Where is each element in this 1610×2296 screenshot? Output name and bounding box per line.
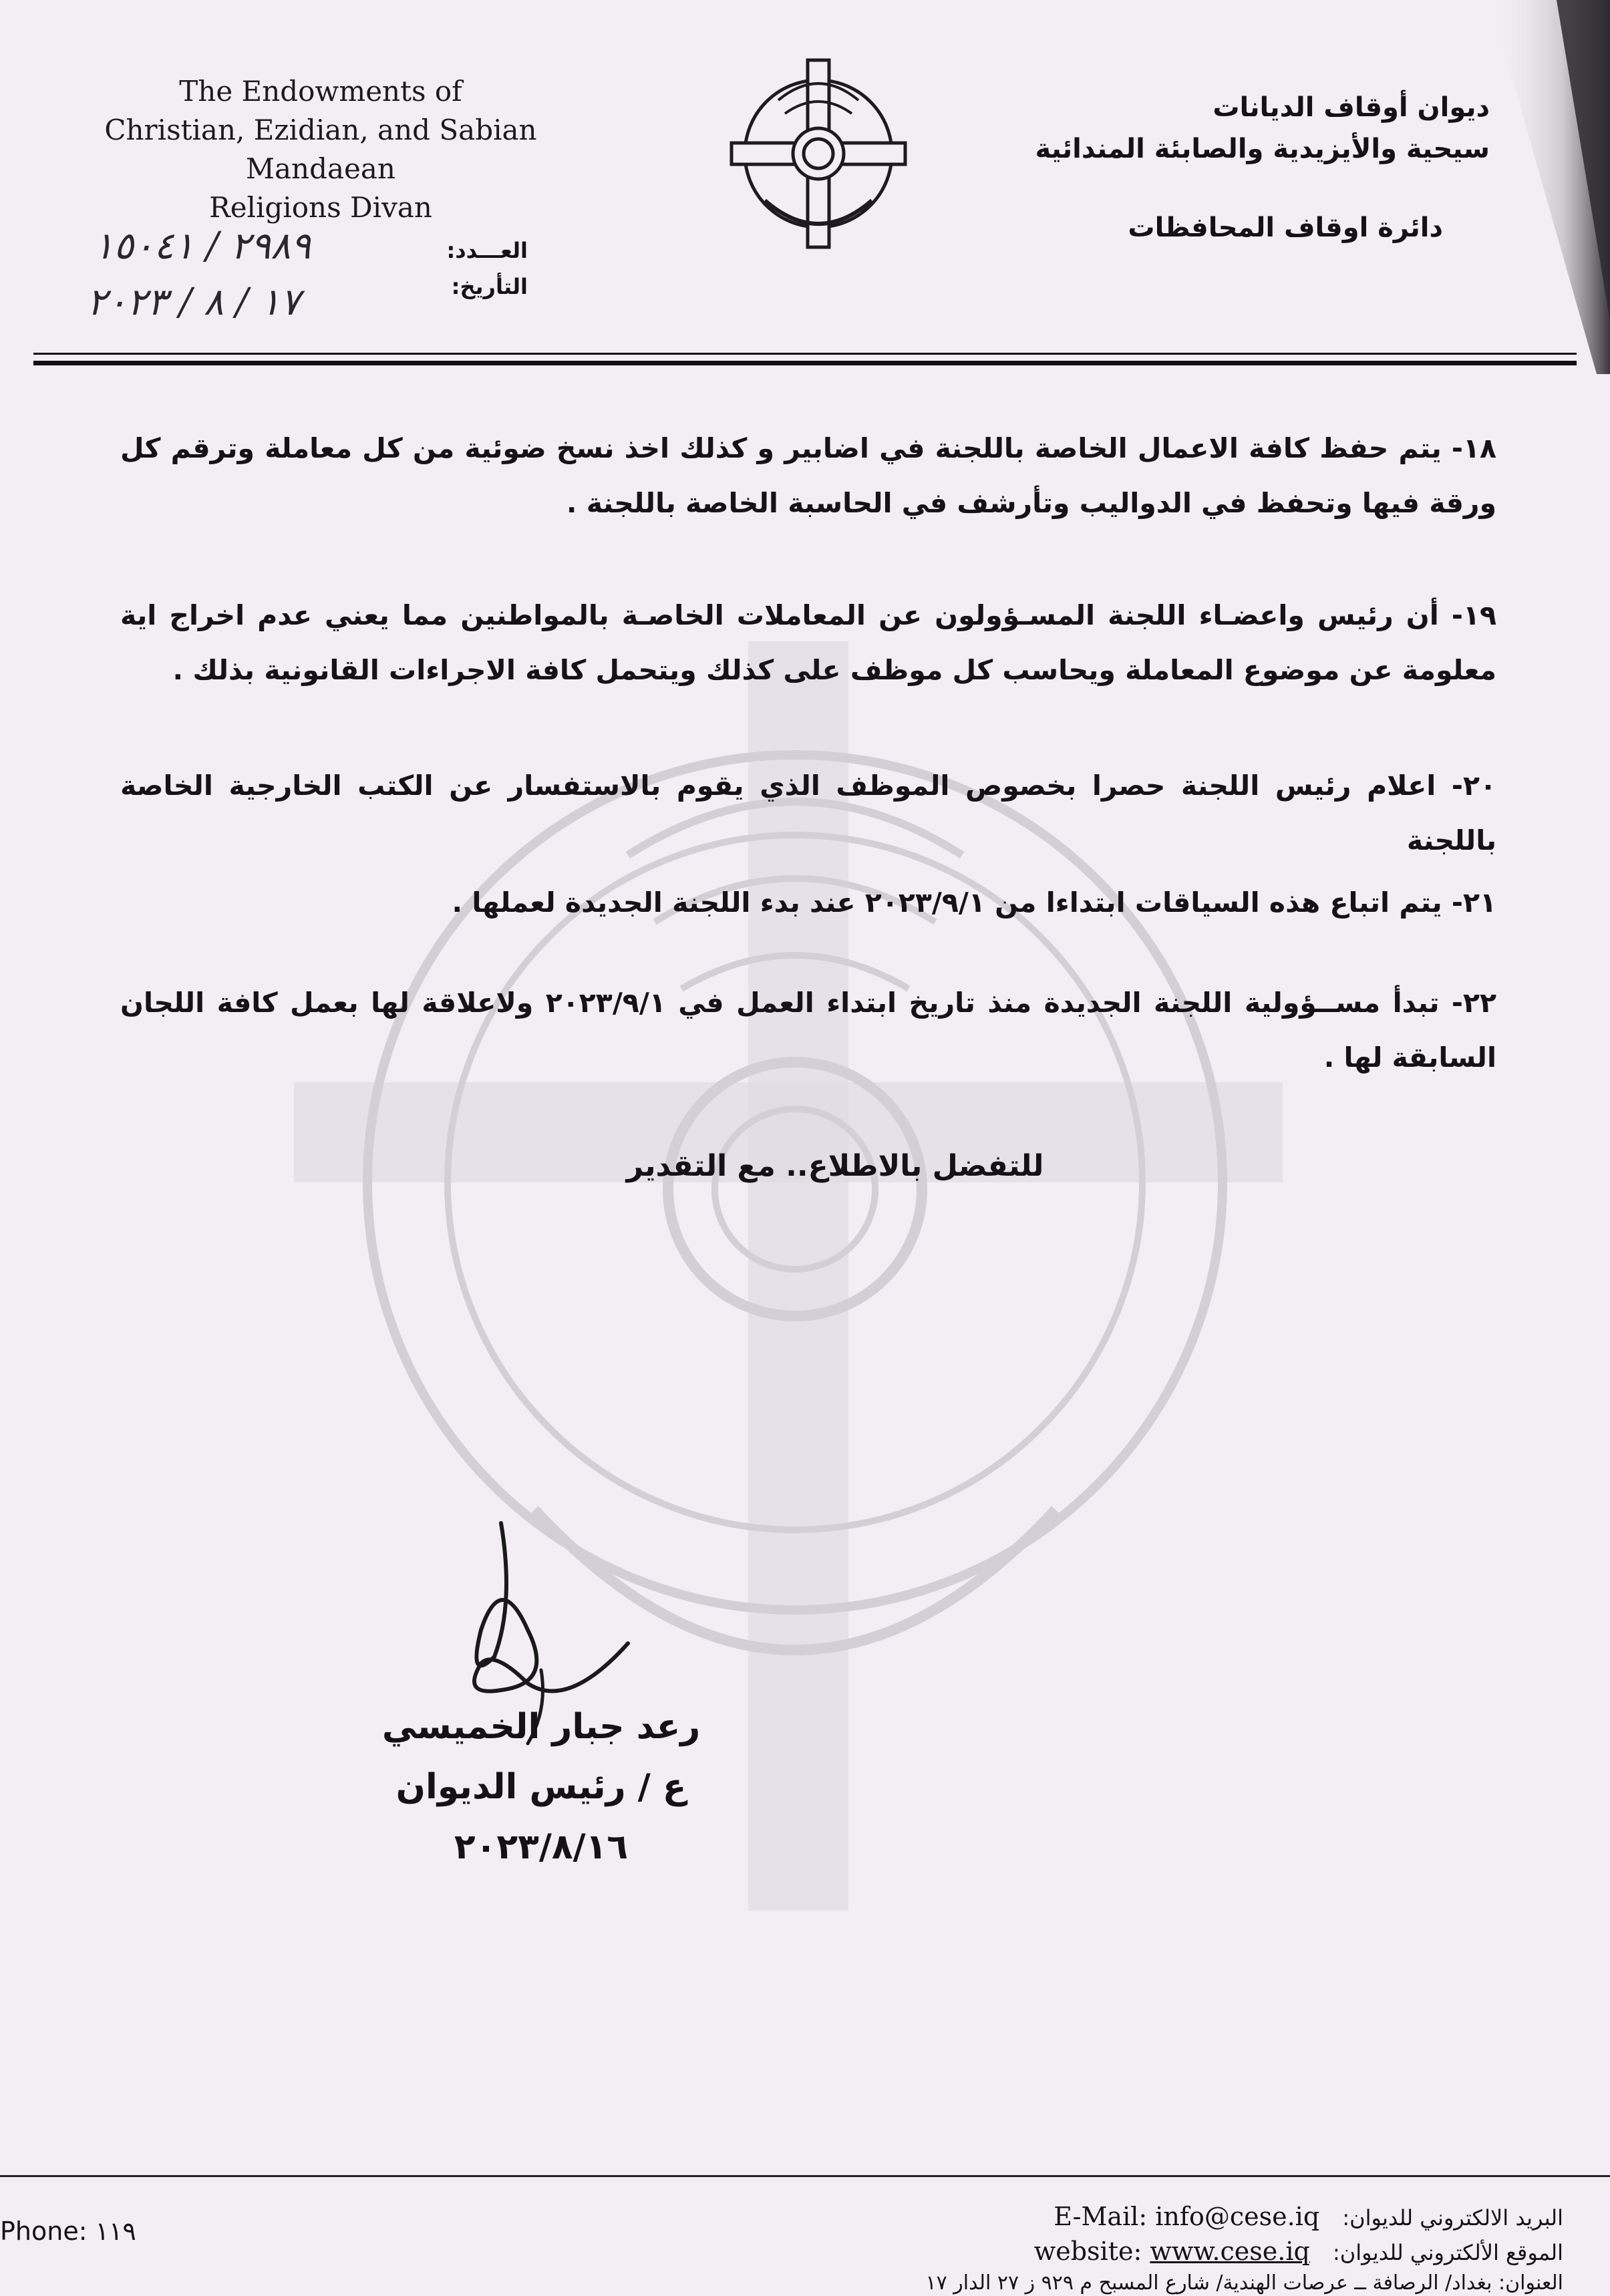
numbered-item: ٢٢- تبدأ مســؤولية اللجنة الجديدة منذ تاريخ ابتداء العمل في ٢٠٢٣/٩/١ ولاعلاقة لها بعمل كافة اللجان السابقة لها . [120,987,1497,1074]
reference-block [87,224,528,354]
numbered-item: ١٩- أن رئيس واعضـاء اللجنة المسـؤولون عن المعاملات الخاصـة بالمواطنين مما يعني عدم اخراج اية معلومة عن موضوع المعاملة ويحاسب كل موظف على كذلك ويتحمل كافة الاجراءات القانونية بذلك . [120,599,1496,686]
closing-remark: للتفضل بالاطلاع.. مع التقدير [626,1149,1044,1183]
body-item-20 [120,758,1496,868]
english-letterhead-line: The Endowments of [179,75,462,108]
arabic-letterhead [982,87,1490,249]
numbered-item: ٢١- يتم اتباع هذه السياقات ابتداءا من ٢٠٢٣/٩/١ عند بدء اللجنة الجديدة لعملها . [452,886,1496,919]
reference-date-handwritten: ١٧ / ٨ / ٢٠٢٣ [87,281,301,324]
footer-address: العنوان: بغداد/ الرصافة ــ عرصات الهندية/ شارع المسبح م ٩٢٩ ز ٢٧ الدار ١٧ [925,2271,1563,2295]
website-value-wrap [1034,2237,1310,2266]
body-item-19 [120,588,1496,697]
date-label: التأريخ: [451,274,528,299]
department-name: دائرة اوقاف المحافظات [1128,212,1443,243]
signature-date: ٢٠٢٣/٨/١٦ [454,1827,629,1867]
numbered-item: ١٨- يتم حفظ كافة الاعمال الخاصة باللجنة في اضابير و كذلك اخذ نسخ ضوئية من كل معاملة وترقم كل ورقة فيها وتحفظ في الدواليب وتأرشف في الحاسبة الخاصة باللجنة . [120,432,1496,519]
scan-shadow [1410,0,1610,2296]
signatory-block [347,1697,735,1877]
reference-number-handwritten: ٢٩٨٩ / ١٥٠٤١ [94,224,311,268]
body-item-21 [120,875,1496,930]
website-label: الموقع الألكتروني للديوان: [1333,2240,1563,2265]
email-label: البريد الالكتروني للديوان: [1342,2205,1563,2231]
number-label: العـــدد: [446,238,528,263]
numbered-item: ٢٠- اعلام رئيس اللجنة حصرا بخصوص الموظف الذي يقوم بالاستفسار عن الكتب الخارجية الخاصة باللجنة [120,770,1496,856]
divan-logo-icon [725,53,912,254]
english-letterhead-line: Christian, Ezidian, and Sabian Mandaean [104,114,537,185]
english-letterhead [33,72,608,227]
phone-number: Phone: ١١٩ [0,2217,136,2246]
english-letterhead-line: Religions Divan [209,191,432,224]
header-rule-thick [33,361,1577,365]
header-rule [33,353,1577,355]
email-value[interactable]: E-Mail: info@cese.iq [1054,2202,1320,2231]
website-prefix: website: [1033,2237,1142,2266]
signatory-name: رعد جبار الخميسي [381,1707,701,1747]
website-link[interactable]: www.cese.iq [1150,2237,1310,2266]
footer-rule [0,2175,1610,2177]
body-item-22 [120,975,1496,1085]
footer-email-row [1037,2202,1563,2231]
arabic-letterhead-line: سيحية والأيزيدية والصابئة المندائية [1035,134,1490,164]
body-item-18 [120,421,1496,530]
footer-website-row [1018,2237,1563,2266]
arabic-letterhead-line: ديوان أوقاف الديانات [1213,92,1490,123]
signatory-title: ع / رئيس الديوان [395,1767,687,1807]
